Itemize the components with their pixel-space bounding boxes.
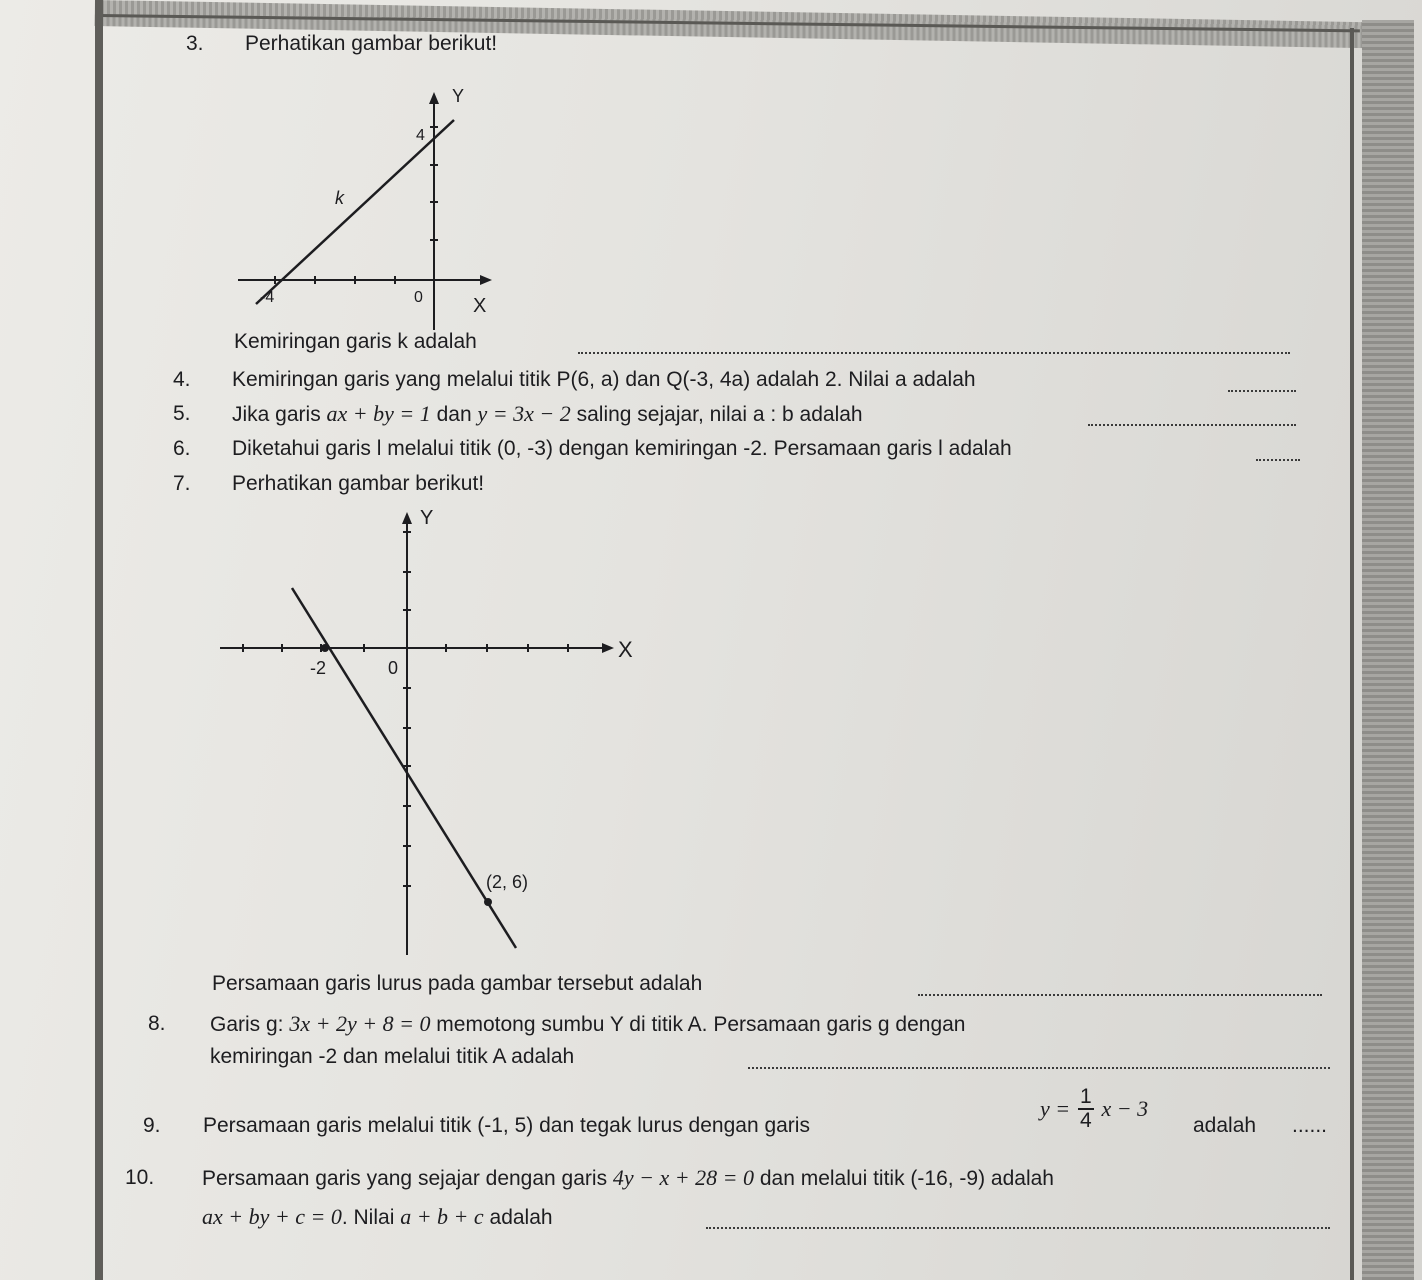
q3-origin-label: 0 — [414, 289, 423, 306]
question-6-text: Diketahui garis l melalui titik (0, -3) dengan kemiringan -2. Persamaan garis l adalah — [232, 437, 1012, 460]
question-7-graph — [210, 500, 650, 960]
q7-point-2-6 — [484, 898, 492, 906]
q3-x-axis-arrow — [480, 275, 492, 285]
page-border-right-line — [1350, 28, 1354, 1280]
q3-line-k-label: k — [335, 188, 344, 208]
question-8-answer-blank[interactable] — [748, 1053, 1330, 1069]
question-10-line-2 — [202, 1205, 553, 1230]
question-3-text: Perhatikan gambar berikut! — [245, 32, 498, 55]
q7-x-axis-label: X — [618, 637, 633, 662]
question-3-graph — [230, 80, 520, 330]
q3-ticks — [275, 127, 438, 284]
question-9-eq-lhs: y = — [1040, 1096, 1071, 1121]
question-3-answer-blank[interactable] — [578, 338, 1290, 354]
question-4-text: Kemiringan garis yang melalui titik P(6, a) dan Q(-3, 4a) adalah 2. Nilai a adalah — [232, 368, 976, 391]
question-9-fraction-denominator: 4 — [1079, 1109, 1092, 1132]
question-7-answer-blank[interactable] — [918, 980, 1322, 996]
q7-ticks — [243, 532, 568, 886]
question-10-eq3: a + b + c — [400, 1204, 484, 1229]
question-8-text-a: Garis g: — [210, 1013, 284, 1036]
question-10-line-1 — [202, 1166, 1054, 1191]
question-5-line — [232, 402, 863, 427]
q7-y-axis-label: Y — [420, 507, 434, 529]
q3-y-axis-arrow — [429, 92, 439, 104]
question-5-text-a: Jika garis — [232, 403, 321, 426]
question-9-text-b: adalah — [1193, 1114, 1257, 1137]
q7-y-axis-arrow — [402, 512, 412, 524]
question-9-equation — [1040, 1086, 1148, 1132]
question-10-number: 10. — [125, 1166, 155, 1189]
question-6-number: 6. — [173, 437, 191, 460]
question-9-fraction-numerator: 1 — [1079, 1085, 1092, 1108]
q3-x-intercept-label: -4 — [260, 289, 275, 306]
question-5-answer-blank[interactable] — [1088, 410, 1296, 426]
question-4-answer-blank[interactable] — [1228, 376, 1296, 392]
q7-origin-label: 0 — [388, 658, 399, 678]
question-5-eq2: y = 3x − 2 — [477, 401, 571, 426]
question-5-text-b: dan — [436, 403, 472, 426]
question-10-text-b: dan melalui titik (-16, -9) adalah — [759, 1167, 1054, 1190]
question-6-answer-blank[interactable] — [1256, 445, 1300, 461]
q7-point-label: (2, 6) — [486, 872, 529, 892]
q7-x-axis-arrow — [602, 643, 614, 653]
q7-intercept-point — [321, 644, 329, 652]
question-5-text-c: saling sejajar, nilai a : b adalah — [576, 403, 863, 426]
question-10-eq: 4y − x + 28 = 0 — [612, 1165, 754, 1190]
q3-x-axis-label: X — [473, 295, 487, 317]
question-9-text-a: Persamaan garis melalui titik (-1, 5) dan tegak lurus dengan garis — [203, 1114, 810, 1137]
question-8-line-1 — [210, 1012, 966, 1037]
q3-y-axis-label: Y — [452, 86, 465, 106]
question-5-eq1: ax + by = 1 — [326, 401, 431, 426]
question-10-text-c: . Nilai — [341, 1206, 395, 1229]
q7-x-intercept-label: -2 — [310, 658, 327, 678]
question-9-fraction — [1078, 1086, 1094, 1132]
question-7-prompt: Persamaan garis lurus pada gambar tersebut adalah — [212, 972, 703, 995]
q7-line — [292, 588, 516, 948]
question-3-prompt: Kemiringan garis k adalah — [234, 330, 477, 353]
question-10-eq2: ax + by + c = 0 — [202, 1204, 342, 1229]
question-9-answer-blank[interactable]: ...... — [1292, 1114, 1328, 1137]
question-8-line-2: kemiringan -2 dan melalui titik A adalah — [210, 1045, 575, 1068]
question-8-text-b: memotong sumbu Y di titik A. Persamaan garis g dengan — [436, 1013, 966, 1036]
question-5-number: 5. — [173, 402, 191, 425]
question-9-eq-rhs: x − 3 — [1101, 1096, 1149, 1121]
question-7-text: Perhatikan gambar berikut! — [232, 472, 485, 495]
question-10-answer-blank[interactable] — [706, 1213, 1330, 1229]
q3-y-intercept-label: 4 — [416, 127, 425, 144]
question-3-number: 3. — [186, 32, 204, 55]
page-border-left — [95, 0, 103, 1280]
question-4-number: 4. — [173, 368, 191, 391]
question-10-text-a: Persamaan garis yang sejajar dengan garis — [202, 1167, 608, 1190]
question-7-number: 7. — [173, 472, 191, 495]
question-9-number: 9. — [143, 1114, 161, 1137]
question-8-number: 8. — [148, 1012, 166, 1035]
page-border-right — [1362, 20, 1414, 1280]
question-8-eq: 3x + 2y + 8 = 0 — [289, 1011, 431, 1036]
question-10-text-d: adalah — [489, 1206, 553, 1229]
